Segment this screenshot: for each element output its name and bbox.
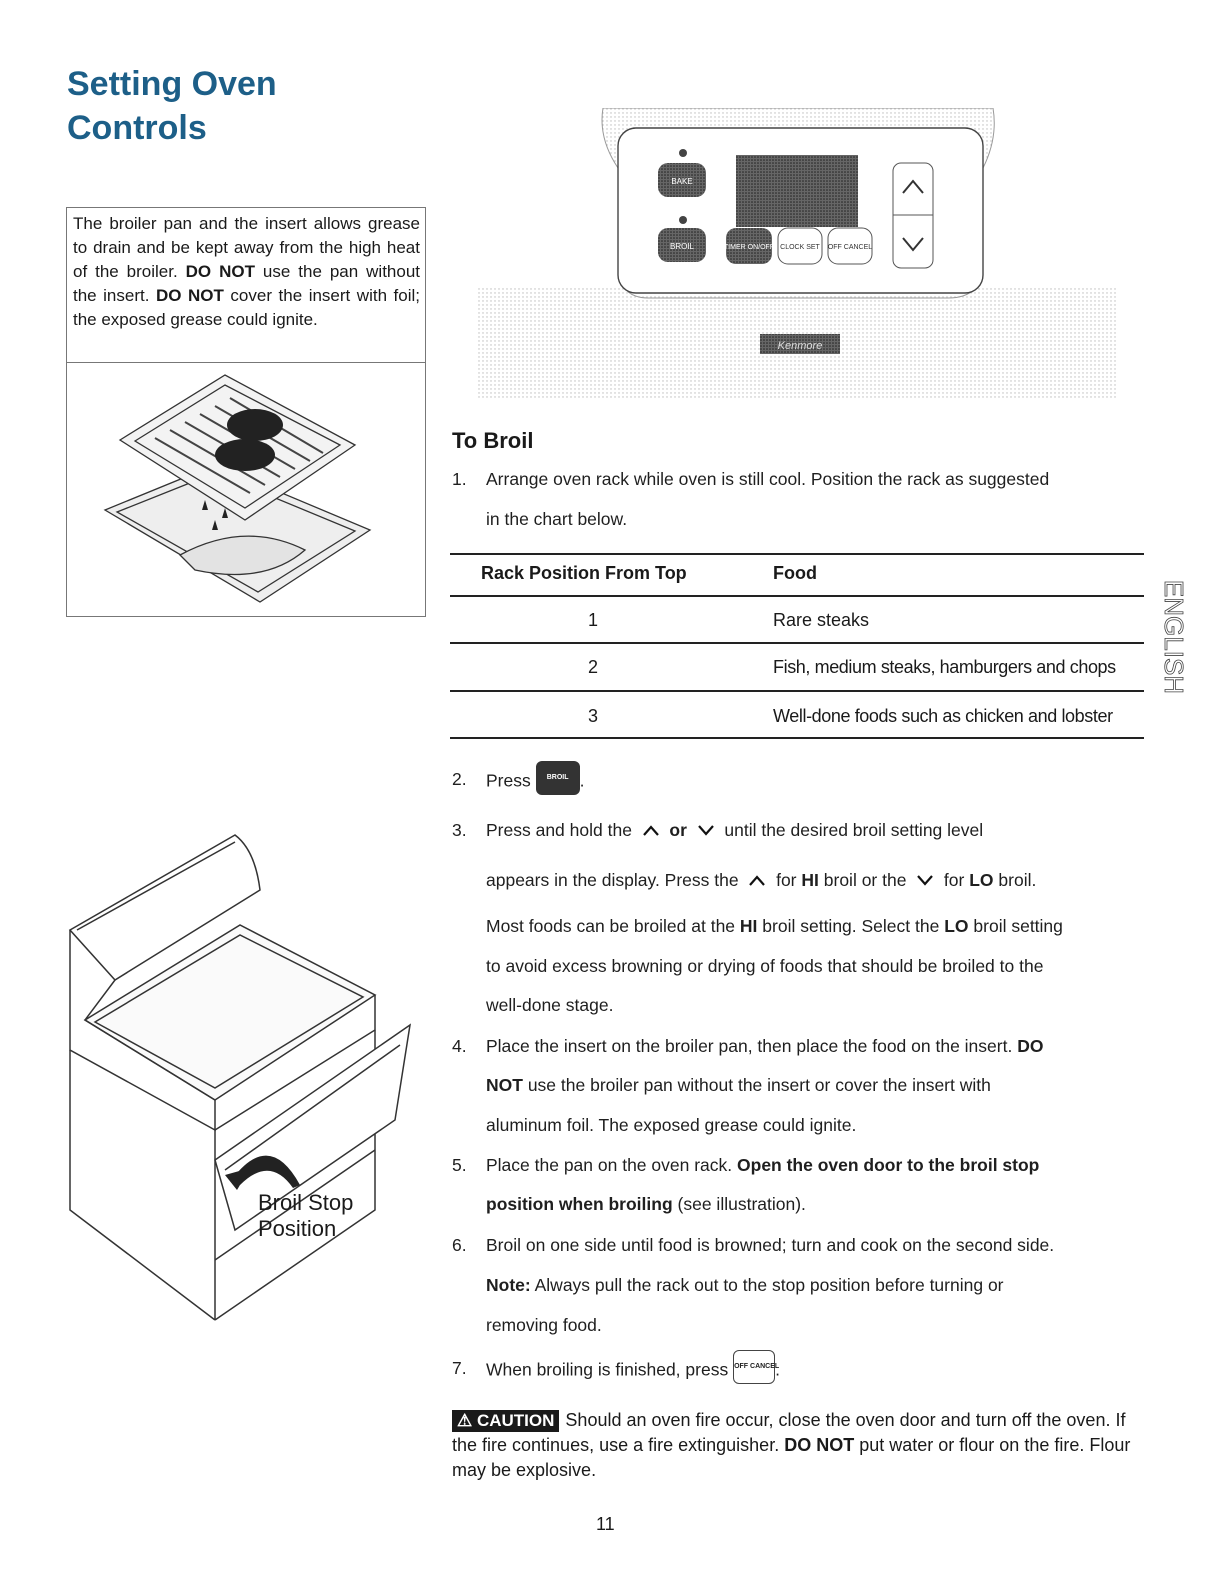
step-2 — [452, 769, 752, 799]
table-cell-food: Well-done foods such as chicken and lobster — [773, 706, 1113, 726]
step-number: 2. — [452, 769, 467, 789]
step-4-text: use the broiler pan without the insert or cover the insert with — [527, 1075, 991, 1095]
step-number: 1. — [452, 469, 467, 489]
up-arrow-icon — [642, 824, 660, 836]
table-header-position: Rack Position From Top — [481, 563, 687, 583]
step-5 — [452, 1155, 1152, 1225]
step-3-hi: HI — [739, 916, 758, 936]
step-3-lo: LO — [944, 916, 969, 936]
step-4-bold: DO — [1017, 1036, 1044, 1056]
broil-key-icon: BROIL — [536, 761, 580, 795]
table-header-food: Food — [773, 563, 817, 583]
note-divider — [66, 362, 426, 363]
step-3-text: Press and hold the — [486, 820, 632, 840]
step-6-line1: Broil on one side until food is browned; turn and cook on the second side. — [486, 1235, 1055, 1255]
step-5-text: Place the pan on the oven rack. — [486, 1155, 733, 1175]
broiler-pan-illustration — [95, 370, 385, 610]
step-1-line2: in the chart below. — [486, 509, 628, 529]
up-arrow-icon — [748, 874, 766, 886]
step-1 — [452, 469, 1152, 539]
off-cancel-key-icon: OFF CANCEL — [733, 1350, 775, 1384]
table-rule — [450, 690, 1144, 692]
table-rule — [450, 595, 1144, 597]
step-6 — [452, 1235, 1152, 1345]
caution-badge: ⚠ CAUTION — [452, 1410, 559, 1432]
note-text-part: use the pan without the insert. — [73, 262, 420, 305]
step-3-text: for — [943, 870, 965, 890]
broil-stop-label-line1: Broil Stop — [258, 1190, 354, 1215]
note-text-part: cover the insert with foil; the exposed grease could ignite. — [73, 286, 421, 329]
note-bold: DO NOT — [155, 286, 224, 305]
control-panel-illustration — [478, 108, 1118, 400]
language-tab — [1152, 562, 1192, 712]
step-1-line1: Arrange oven rack while oven is still cool. Position the rack as suggested — [486, 469, 1050, 489]
table-cell-position: 1 — [588, 610, 599, 630]
table-cell-position: 3 — [588, 706, 599, 726]
table-rule-top — [450, 553, 1144, 555]
step-3-text: Most foods can be broiled at the — [486, 916, 736, 936]
step-number: 3. — [452, 820, 467, 840]
step-4-line3: aluminum foil. The exposed grease could ignite. — [486, 1115, 857, 1135]
note-bold: DO NOT — [185, 262, 255, 281]
section-title: To Broil — [452, 428, 534, 453]
step-number: 7. — [452, 1358, 467, 1378]
down-arrow-icon — [697, 824, 715, 836]
step-3-or: or — [669, 820, 687, 840]
step-3-line5: well-done stage. — [486, 995, 614, 1015]
step-5-bold: Open the oven door to the broil stop — [737, 1155, 1040, 1175]
clock-key-label: CLOCK SET — [780, 244, 820, 251]
page-title — [67, 62, 387, 150]
step-2-text: Press — [486, 770, 531, 791]
brand-logo-text: Kenmore — [777, 340, 823, 352]
oven-range-illustration — [65, 830, 415, 1330]
step-3-text: broil. — [998, 870, 1037, 890]
step-3-text: broil or the — [823, 870, 907, 890]
step-3-text: broil setting — [973, 916, 1063, 936]
display-window — [736, 155, 858, 227]
page-title-line1: Setting Oven — [67, 65, 277, 103]
step-3-lo: LO — [969, 870, 994, 890]
table-rule-bottom — [450, 737, 1144, 739]
step-7-after: . — [775, 1359, 780, 1380]
step-6-text: Always pull the rack out to the stop position before turning or — [534, 1275, 1004, 1295]
step-3-hi: HI — [801, 870, 819, 890]
caution-badge-label: CAUTION — [476, 1411, 555, 1430]
step-3-text: until the desired broil setting level — [724, 820, 984, 840]
step-3-text: appears in the display. Press the — [486, 870, 739, 890]
step-7-text: When broiling is finished, press — [486, 1359, 729, 1380]
note-text-part: The broiler pan and the insert allows grease to drain and be kept away from the high heat of the broiler. — [73, 214, 420, 281]
table-cell-position: 2 — [588, 657, 599, 677]
table-cell-food: Fish, medium steaks, hamburgers and chops — [773, 657, 1116, 677]
timer-key-label: TIMER ON/OFF — [723, 244, 775, 251]
step-number: 6. — [452, 1235, 467, 1255]
broiler-pan-note-text — [73, 212, 420, 332]
step-4 — [452, 1036, 1152, 1146]
caution-text: put water or flour on the fire. Flour may be explosive. — [452, 1435, 1131, 1480]
table-cell-food: Rare steaks — [773, 610, 870, 630]
step-3 — [452, 820, 1152, 1020]
step-7 — [452, 1358, 952, 1394]
step-3-text: broil setting. Select the — [762, 916, 940, 936]
caution-paragraph — [452, 1408, 1152, 1483]
step-3-line4: to avoid excess browning or drying of foods that should be broiled to the — [486, 956, 1044, 976]
caution-bold: DO NOT — [784, 1435, 855, 1455]
down-arrow-icon — [916, 874, 934, 886]
table-rule — [450, 642, 1144, 644]
step-4-text: Place the insert on the broiler pan, then place the food on the insert. — [486, 1036, 1013, 1056]
step-6-note-label: Note: — [486, 1275, 531, 1295]
step-2-after: . — [579, 770, 585, 791]
step-5-bold: position when broiling — [486, 1194, 673, 1214]
step-6-line3: removing food. — [486, 1315, 602, 1335]
bake-key-label: BAKE — [671, 177, 693, 186]
broil-stop-label-line2: Position — [258, 1216, 337, 1241]
language-tab-label: ENGLISH — [1159, 579, 1190, 695]
broil-key-label: BROIL — [669, 242, 695, 251]
step-5-text: (see illustration). — [677, 1194, 806, 1214]
step-4-bold: NOT — [486, 1075, 523, 1095]
page-number: 11 — [596, 1514, 615, 1534]
off-cancel-key-label: OFF CANCEL — [827, 244, 873, 251]
caution-text: Should an oven fire occur, close the oven door and turn off the oven. If the fire continues, use a fire extinguisher. — [452, 1410, 1126, 1455]
step-3-text: for — [776, 870, 797, 890]
page-title-line2: Controls — [67, 109, 207, 147]
step-number: 4. — [452, 1036, 467, 1056]
step-number: 5. — [452, 1155, 467, 1175]
